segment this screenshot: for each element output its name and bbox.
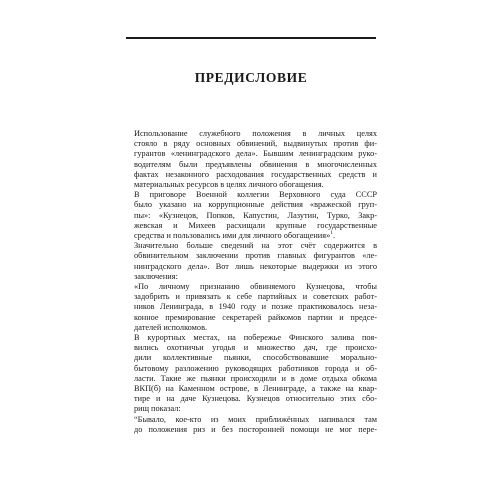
- text-line: фактах незаконного расходования государственных средств и: [134, 169, 377, 179]
- chapter-title: ПРЕДИСЛОВИЕ: [194, 70, 308, 85]
- text-line: обвинительном заключении против главных фигурантов «ле-: [134, 251, 377, 261]
- text-line: было указано на коррупционные действия «вражеской груп-: [134, 200, 377, 210]
- text-line: рищ показал:: [134, 404, 181, 414]
- text-line: бытовому разложению руководящих работников города и об-: [134, 363, 377, 373]
- text-line: стояло в ряду основных обвинений, выдвинутых против фи-: [134, 139, 377, 149]
- text-line: В приговоре Военной коллегии Верховного суда СССР: [134, 190, 377, 200]
- text-line: водителям были предъявлены обвинения в многочисленных: [134, 159, 377, 169]
- text-line: материальных ресурсов в целях личного обогащения.: [134, 180, 324, 190]
- text-line: задобрить и привязать к себе партийных и советских работ-: [134, 292, 377, 302]
- text-line: нинградского дела». Вот лишь некоторые выдержки из этого: [134, 261, 377, 271]
- text-line: ВКП(б) на Каменном острове, в Ленинграде, а также на квар-: [134, 384, 377, 394]
- paragraph: [126, 190, 377, 241]
- text-line: ласти. Такие же пьянки происходили и в доме отдыха обкома: [134, 373, 377, 383]
- text-line: до положения риз и без посторонней помощи не мог пере-: [134, 424, 377, 434]
- text-line: гурантов «ленинградского дела». Бывшим ленинградским руко-: [134, 149, 377, 159]
- paragraph: [126, 129, 377, 190]
- header-rule: [126, 37, 376, 39]
- text-line: вились охотничьи угодья и множество дач, где происхо-: [134, 343, 377, 353]
- text-line: Значительно больше сведений на этот счёт содержится в: [134, 241, 377, 251]
- text-line: дили коллективные пьянки, способствовавшие морально-: [134, 353, 377, 363]
- footnote-marker[interactable]: 1: [330, 230, 333, 237]
- paragraph: [126, 282, 377, 333]
- text-line: дателей исполкомов.: [134, 322, 208, 332]
- paragraph: [126, 241, 377, 282]
- paragraph: [126, 415, 377, 435]
- text-line: В курортных местах, на побережье Финского залива поя-: [134, 333, 377, 343]
- text-line: средства и пользовались ими для личного обогащения»$^1$.: [134, 230, 336, 241]
- paragraph: [126, 333, 377, 415]
- body-text: [126, 129, 377, 435]
- text-line: конное премирование секретарей райкомов партии и предсе-: [134, 312, 377, 322]
- text-line: «По личному признанию обвиняемого Кузнецова, чтобы: [134, 282, 377, 292]
- text-line: тире и на даче Кузнецова. Кузнецов относительно этих сбо-: [134, 394, 377, 404]
- text-line: жевская и Михеев расхищали крупные государственные: [134, 220, 377, 230]
- text-line: ников Ленинграда, в 1940 году и позже практиковалось неза-: [134, 302, 377, 312]
- text-line: заключения:: [134, 271, 178, 281]
- punctuation: .: [332, 231, 336, 241]
- text-line: Использование служебного положения в личных целях: [134, 129, 377, 138]
- text-line: “Бывало, кое-кто из моих приближённых напивался там: [134, 414, 377, 424]
- text-line: пы»: «Кузнецов, Попков, Капустин, Лазутин, Турко, Закр-: [134, 210, 377, 220]
